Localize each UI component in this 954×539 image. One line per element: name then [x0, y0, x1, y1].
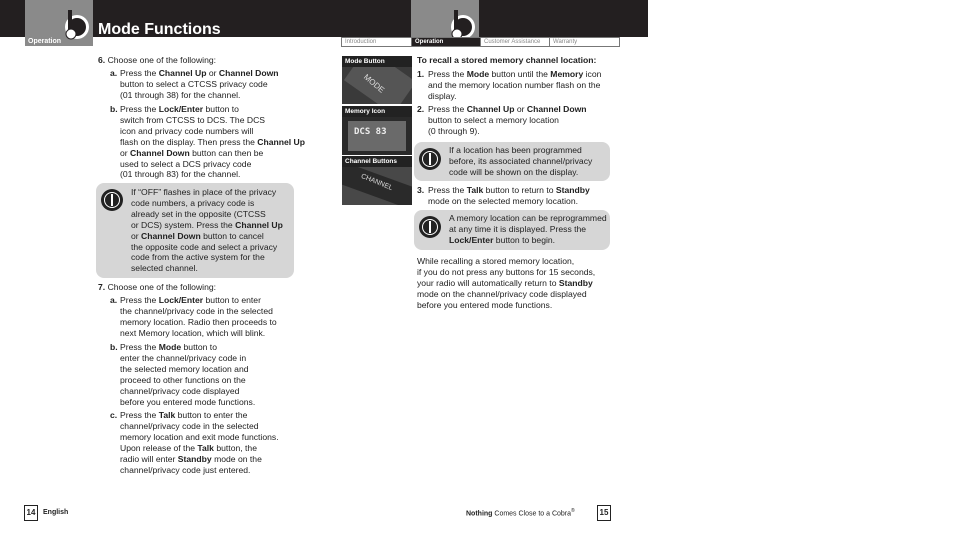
item-7b: b. Press the Mode button to enter the channel/privacy code in the selected memory location and proceed to other functions on the channel/privacy code displayed before you entered mode functions. [110, 342, 256, 407]
text-line: Press the Mode button until the Memory icon [428, 69, 602, 79]
recall-heading: To recall a stored memory channel location: [417, 55, 597, 65]
text-line: button to select a memory location [428, 114, 559, 125]
text-line: (01 through 38) for the channel. [120, 89, 241, 100]
text-line: mode on the channel/privacy code displayed [417, 288, 587, 299]
text-line: Upon release of the Talk button, the [120, 442, 257, 453]
step-1: 1. Press the Mode button until the Memory icon and the memory location number flash on the display. [417, 69, 602, 101]
text-line: the opposite code and select a privacy [131, 241, 278, 252]
item-6: 6. Choose one of the following: [98, 55, 217, 65]
photo-memory-icon [342, 106, 412, 155]
page-title: Mode Functions [98, 21, 221, 38]
item-7: 7. Choose one of the following: [98, 282, 217, 292]
item-6a: a. Press the Channel Up or Channel Down button to select a CTCSS privacy code (01 through 38) for the channel. [110, 68, 279, 100]
text-line: enter the channel/privacy code in [120, 352, 247, 363]
photo-label: Channel Buttons [342, 156, 412, 167]
note-callout [414, 142, 610, 181]
text-line: code from the active system for the [131, 252, 265, 263]
text-line: Press the Mode button to [120, 342, 217, 352]
text-line: switch from CTCSS to DCS. The DCS [120, 114, 266, 125]
text-line: mode on the selected memory location. [428, 195, 578, 206]
info-note-icon [419, 216, 441, 238]
step-2: 2. Press the Channel Up or Channel Down button to select a memory location (0 through 9). [417, 104, 587, 136]
text-line: code will be shown on the display. [449, 166, 579, 177]
item-7a: a. Press the Lock/Enter button to enter the channel/privacy code in the selected memory location. Radio then proceeds to next Memory location, which will blink. [110, 295, 277, 338]
text-line: memory location and exit mode functions. [120, 431, 279, 442]
photo-image: MODE [342, 67, 412, 104]
info-note-icon [101, 189, 123, 211]
text-line: the selected memory location and [120, 363, 249, 374]
tab-introduction[interactable]: Introduction [341, 37, 412, 47]
text-line: Press the Channel Up or Channel Down [120, 68, 279, 78]
page-number-left: 14 [24, 505, 38, 521]
text-line: Press the Lock/Enter button to enter [120, 295, 261, 305]
photo-label: Mode Button [342, 56, 412, 67]
text-line: channel/privacy code in the selected [120, 420, 259, 431]
text-line: at any time it is displayed. Press the [449, 223, 587, 234]
text-line: your radio will automatically return to Standby [417, 277, 593, 288]
text-line: used to select a DCS privacy code [120, 158, 252, 169]
text-line: button to select a CTCSS privacy code [120, 78, 268, 89]
text-line: Lock/Enter button to begin. [449, 234, 556, 245]
text-line: channel/privacy code displayed [120, 385, 240, 396]
text-line: proceed to other functions on the [120, 374, 246, 385]
text-line: radio will enter Standby mode on the [120, 453, 262, 464]
text-line: code numbers, a privacy code is [131, 197, 255, 208]
note-callout [414, 210, 610, 250]
text-line: before, its associated channel/privacy [449, 155, 593, 166]
photo-label: Memory Icon [342, 106, 412, 117]
item-6b: b. Press the Lock/Enter button to switch from CTCSS to DCS. The DCS icon and privacy code numbers will flash on the display. Then press the Channel Up or Channel Down button can then be used to select a DCS privacy code (01 through 83) for the channel. [110, 104, 306, 180]
tab-operation[interactable]: Operation [411, 37, 481, 47]
photo-image: DCS 83 [342, 117, 412, 155]
text-line: Press the Lock/Enter button to [120, 104, 239, 114]
closing-paragraph [417, 256, 595, 311]
photo-image: CHANNEL [342, 167, 412, 205]
text-line: If “OFF” flashes in place of the privacy [131, 187, 277, 197]
text-line: selected channel. [131, 263, 198, 274]
text-line: or Channel Down button can then be [120, 147, 264, 158]
footer-tagline: Nothing Comes Close to a Cobra® [466, 508, 575, 518]
left-tab-label: Operation [28, 38, 62, 45]
text-line: Press the Channel Up or Channel Down [428, 104, 587, 114]
step-3: 3. Press the Talk button to return to Standby mode on the selected memory location. [417, 185, 590, 206]
text-line: channel/privacy code just entered. [120, 464, 251, 475]
item-7c: c. Press the Talk button to enter the channel/privacy code in the selected memory location and exit mode functions. Upon release of the Talk button, the radio will enter Standby mode on the channel/privacy code just entered. [110, 410, 279, 475]
text-line: before you entered mode functions. [417, 299, 553, 310]
text-line: already set in the opposite (CTCSS [131, 208, 266, 219]
text-line: or Channel Down button to cancel [131, 230, 264, 241]
text-line: flash on the display. Then press the Channel Up [120, 136, 306, 147]
photo-mode-button [342, 56, 412, 104]
photo-channel-buttons [342, 156, 412, 205]
text-line: and the memory location number flash on the [428, 79, 601, 90]
text-line: next Memory location, which will blink. [120, 327, 266, 338]
text-line: Press the Talk button to enter the [120, 410, 248, 420]
cobra-mascot-icon [61, 10, 91, 42]
text-line: icon and privacy code numbers will [120, 125, 254, 136]
note-callout [96, 183, 294, 278]
text-line: A memory location can be reprogrammed [449, 213, 607, 223]
tab-customer-assistance[interactable]: Customer Assistance [480, 37, 551, 47]
text-line: (01 through 83) for the channel. [120, 169, 241, 180]
page-number-right: 15 [597, 505, 611, 521]
tab-warranty[interactable]: Warranty [549, 37, 620, 47]
text-line: Press the Talk button to return to Standby [428, 185, 590, 195]
text-line: if you do not press any buttons for 15 seconds, [417, 266, 596, 277]
text-line: display. [428, 90, 457, 101]
text-line: or DCS) system. Press the Channel Up [131, 219, 283, 230]
text-line: (0 through 9). [428, 125, 480, 136]
text-line: memory location. Radio then proceeds to [120, 316, 277, 327]
text-line: the channel/privacy code in the selected [120, 305, 273, 316]
text-line: before you entered mode functions. [120, 396, 256, 407]
text-line: While recalling a stored memory location, [417, 256, 575, 266]
info-note-icon [419, 148, 441, 170]
left-section-tab [25, 0, 93, 46]
footer-language: English [43, 509, 69, 516]
text-line: If a location has been programmed [449, 145, 582, 155]
